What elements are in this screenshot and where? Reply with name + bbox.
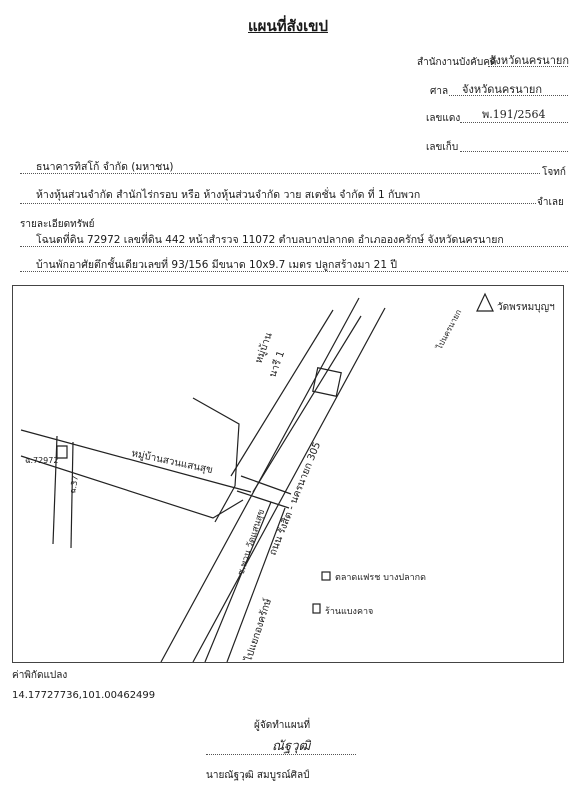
signature-line	[206, 754, 356, 755]
court-underline	[449, 95, 568, 96]
property-label: รายละเอียดทรัพย์	[20, 219, 95, 230]
property-underline-1	[20, 246, 568, 247]
court-label: ศาล	[430, 86, 449, 97]
property-line1: โฉนดที่ดิน 72972 เลขที่ดิน 442 หน้าสำรวจ 11072 ตำบลบางปลากด อำเภอองครักษ์ จังหวัดนครนายก	[36, 234, 504, 246]
page-title: แผนที่สังเขป	[248, 17, 328, 35]
plaintiff-value: ธนาคารทิสโก้ จำกัด (มหาชน)	[36, 161, 174, 173]
court-value: จังหวัดนครนายก	[462, 83, 542, 96]
plaintiff-label: โจทก์	[542, 167, 566, 178]
defendant-value: ห้างหุ้นส่วนจำกัด สำนักไร่กรอบ หรือ ห้างหุ้นส่วนจำกัด วาย สเตชั่น จำกัด ที่ 1 กับพวก	[36, 189, 421, 201]
office-underline	[488, 66, 568, 67]
shop1-marker	[322, 572, 330, 580]
defendant-underline	[20, 203, 536, 204]
case-no-value: พ.191/2564	[482, 108, 546, 121]
defendant-label: จำเลย	[537, 197, 564, 208]
shop2-marker	[313, 604, 320, 613]
map-label-village1: หมู่บ้าน	[253, 331, 275, 366]
map-label-road-ongkharak: ไปแยกองครักษ์	[243, 597, 275, 662]
map-label-shop2: ร้านแบงคาจ	[325, 607, 374, 617]
case-no-label: เลขแดง	[426, 113, 461, 124]
side-road-end	[215, 486, 235, 522]
property-line2: บ้านพักอาศัยตึกชั้นเดียวเลขที่ 93/156 มีขนาด 10x9.7 เมตร ปลูกสร้างมา 21 ปี	[36, 259, 398, 271]
coordinates-value: 14.17727736,101.00462499	[12, 690, 156, 701]
map-label-road-main: ถนน รังสิต - นครนายก 305	[267, 440, 324, 558]
map-label-road-branch: ซ.พวน วัดแสนสุข	[236, 508, 268, 577]
map-label-to-nakhon: ไปนครนายก	[434, 308, 464, 351]
map-label-road-side: ฉ.37	[68, 474, 81, 495]
case-black-underline	[460, 151, 568, 152]
sketch-map	[12, 285, 564, 663]
left-road-2	[71, 442, 73, 548]
coordinates-label: ค่าพิกัดแปลง	[12, 670, 68, 681]
office-label: สำนักงานบังคับคดี	[417, 57, 497, 68]
case-no-underline	[460, 122, 568, 123]
wat-triangle-icon	[477, 294, 493, 311]
map-label-deed: ฉ.72972	[25, 456, 59, 465]
property-underline-2	[20, 271, 568, 272]
office-value: จังหวัดนครนายก	[489, 54, 569, 67]
map-label-village1b: นารี 1	[267, 349, 288, 380]
deed-marker	[57, 446, 67, 458]
plaintiff-underline	[20, 173, 540, 174]
map-label-wat: วัดพรหมบุญฯ	[497, 302, 555, 313]
map-label-village2: หมู่บ้านสวนแสนสุข	[130, 448, 214, 477]
map-label-shop1: ตลาดแฟรช บางปลากด	[335, 573, 426, 583]
signature-label: ผู้จัดทำแผนที่	[254, 720, 311, 731]
case-black-label: เลขเก็บ	[426, 142, 459, 153]
sketch-map-drawing	[13, 286, 563, 662]
signature-name: นายณัฐวุฒิ สมบูรณ์ศิลป์	[206, 770, 310, 781]
signature-mark: ณัฐวุฒิ	[272, 739, 311, 754]
